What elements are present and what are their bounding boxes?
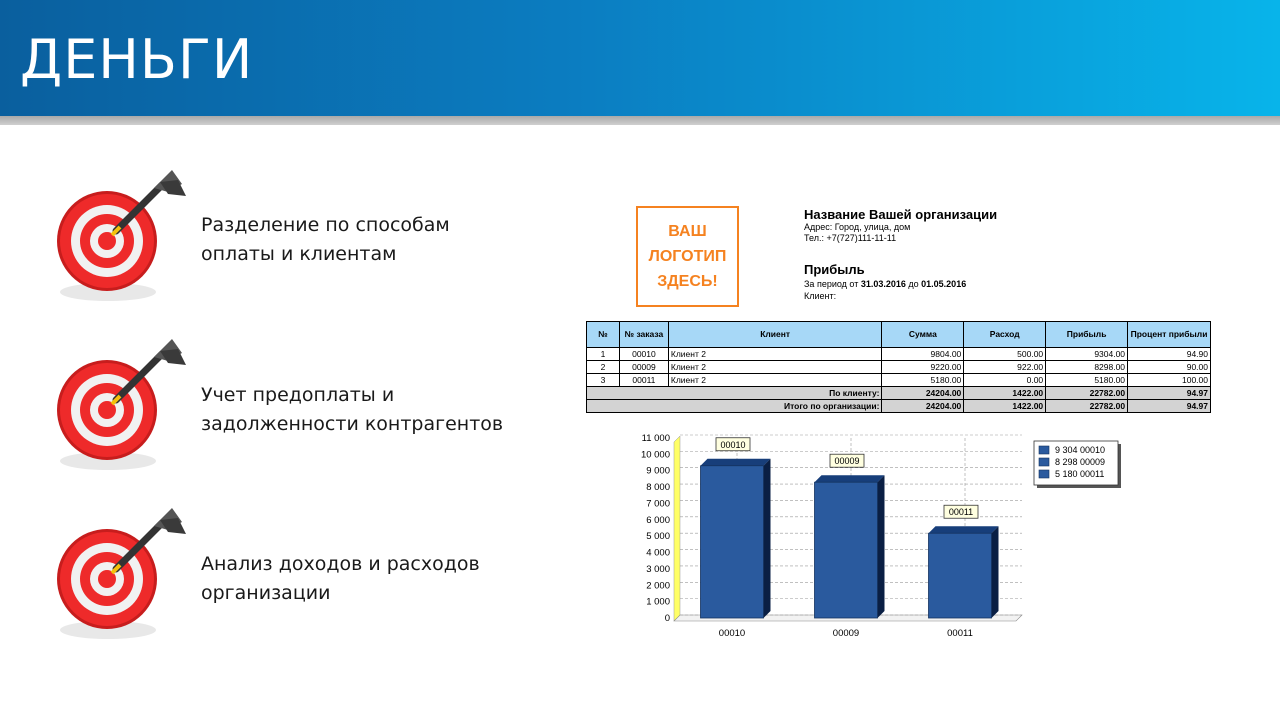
bar-side [764, 459, 771, 618]
y-tick-label: 7 000 [646, 498, 670, 510]
bar [815, 482, 878, 618]
cell: 22782.00 [1046, 400, 1128, 413]
cell: 1422.00 [964, 387, 1046, 400]
cell: 9304.00 [1046, 348, 1128, 361]
y-tick-label: 8 000 [646, 482, 670, 494]
bullet-text [201, 211, 541, 269]
col-header: Сумма [882, 322, 964, 348]
bar-side [992, 526, 999, 618]
period-mid: до [905, 279, 922, 289]
report-title: Прибыль [804, 262, 865, 277]
bar-top [929, 526, 999, 533]
bar-top [815, 475, 885, 482]
dart-target-icon [50, 168, 190, 308]
bar [929, 533, 992, 618]
table-row [587, 348, 1211, 361]
bullet-text [201, 550, 541, 608]
cell: 00010 [619, 348, 668, 361]
chart-side-wall [674, 436, 680, 621]
cell: Клиент 2 [668, 361, 882, 374]
col-header: Клиент [668, 322, 882, 348]
total-row-org [587, 400, 1211, 413]
period-prefix: За период от [804, 279, 861, 289]
bullet-line: Анализ доходов и расходов [201, 553, 480, 575]
bar-data-label: 00009 [834, 456, 860, 467]
slide-title: ДЕНЬГИ [20, 28, 254, 91]
cell: 5180.00 [1046, 374, 1128, 387]
y-tick-label: 11 000 [641, 433, 670, 444]
y-tick-label: 3 000 [646, 563, 670, 575]
y-tick-label: 1 000 [646, 596, 670, 608]
legend-swatch [1039, 446, 1049, 454]
cell: 0.00 [964, 374, 1046, 387]
col-header: Прибыль [1046, 322, 1128, 348]
date-to: 01.05.2016 [921, 279, 967, 289]
total-label: Итого по организации: [587, 400, 882, 413]
col-header: № [587, 322, 620, 348]
cell: 90.00 [1128, 361, 1211, 374]
col-header: Расход [964, 322, 1046, 348]
y-tick-label: 10 000 [640, 449, 670, 461]
legend-swatch [1039, 458, 1049, 466]
bullet-item [50, 337, 570, 477]
bar-data-label: 00011 [948, 507, 974, 518]
col-header: № заказа [619, 322, 668, 348]
legend-entry: 8 298 00009 [1055, 457, 1106, 467]
logo-text: ВАШ ЛОГОТИП ЗДЕСЬ! [648, 223, 727, 290]
y-tick-label: 5 000 [646, 531, 670, 543]
y-tick-label: 4 000 [646, 547, 670, 559]
table-header-row [587, 322, 1211, 348]
org-info [804, 207, 997, 244]
cell: 94.90 [1128, 348, 1211, 361]
y-tick-label: 2 000 [646, 580, 670, 592]
bar-top [701, 459, 771, 466]
cell: 9220.00 [882, 361, 964, 374]
bar-side [878, 475, 885, 618]
col-header: Процент прибыли [1128, 322, 1211, 348]
cell: 500.00 [964, 348, 1046, 361]
profit-bar-chart [630, 425, 1130, 645]
cell: 1 [587, 348, 620, 361]
cell: Клиент 2 [668, 374, 882, 387]
bullet-line: Разделение по способам [201, 214, 450, 236]
y-tick-label: 0 [664, 613, 670, 624]
org-phone: Тел.: +7(727)111-11-11 [804, 233, 897, 243]
cell: 00009 [619, 361, 668, 374]
cell: 922.00 [964, 361, 1046, 374]
logo-placeholder [636, 206, 739, 307]
profit-table [586, 321, 1211, 413]
table-row [587, 361, 1211, 374]
cell: 22782.00 [1046, 387, 1128, 400]
cell: 1422.00 [964, 400, 1046, 413]
bullet-line: задолженности контрагентов [201, 413, 504, 435]
dart-target-icon [50, 506, 190, 646]
x-tick-label: 00011 [947, 628, 973, 639]
legend-entry: 5 180 00011 [1055, 469, 1105, 479]
cell: 100.00 [1128, 374, 1211, 387]
cell: 5180.00 [882, 374, 964, 387]
bar [701, 466, 764, 618]
total-row-client [587, 387, 1211, 400]
cell: Клиент 2 [668, 348, 882, 361]
total-label: По клиенту: [587, 387, 882, 400]
org-address: Адрес: Город, улица, дом [804, 222, 911, 232]
legend-entry: 9 304 00010 [1055, 445, 1106, 455]
cell: 8298.00 [1046, 361, 1128, 374]
bar-data-label: 00010 [720, 439, 746, 450]
cell: 24204.00 [882, 400, 964, 413]
report-client: Клиент: [804, 291, 837, 301]
cell: 94.97 [1128, 400, 1211, 413]
cell: 24204.00 [882, 387, 964, 400]
bullet-line: Учет предоплаты и [201, 384, 395, 406]
header-divider [0, 116, 1280, 125]
bullet-line: оплаты и клиентам [201, 243, 397, 265]
cell: 3 [587, 374, 620, 387]
legend-swatch [1039, 470, 1049, 478]
bullet-item [50, 506, 570, 646]
org-name: Название Вашей организации [804, 207, 998, 222]
date-from: 31.03.2016 [860, 279, 906, 289]
cell: 94.97 [1128, 387, 1211, 400]
dart-target-icon [50, 337, 190, 477]
bullet-line: организации [201, 582, 331, 604]
x-tick-label: 00010 [718, 628, 746, 639]
y-tick-label: 6 000 [646, 514, 670, 526]
cell: 00011 [619, 374, 668, 387]
bullet-text [201, 381, 541, 439]
x-tick-label: 00009 [832, 628, 860, 639]
table-row [587, 374, 1211, 387]
bullet-item [50, 168, 570, 308]
report-period [804, 278, 966, 290]
report-heading [804, 262, 966, 302]
cell: 2 [587, 361, 620, 374]
cell: 9804.00 [882, 348, 964, 361]
y-tick-label: 9 000 [646, 465, 670, 477]
